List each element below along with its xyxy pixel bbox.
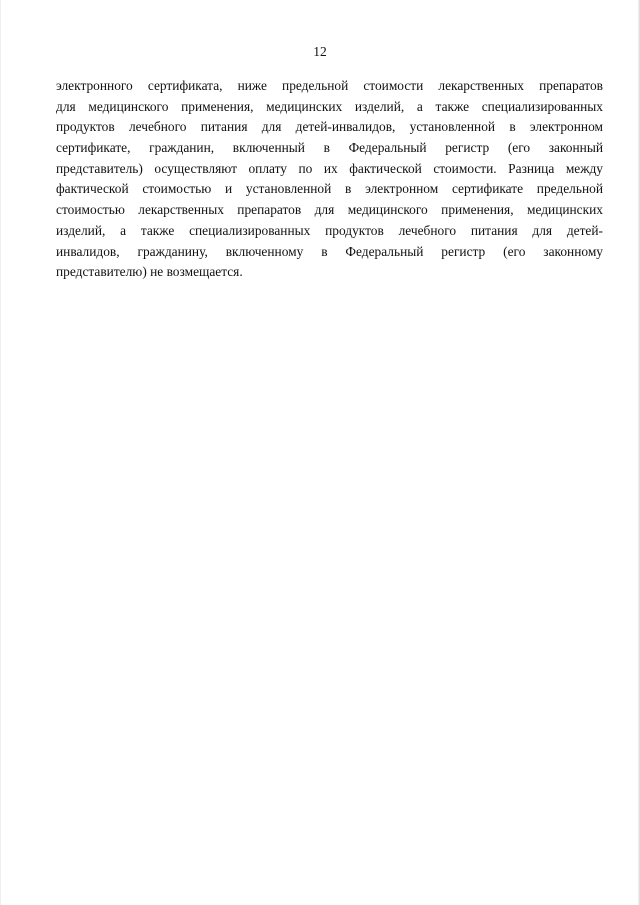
- paragraph-line: электронного сертификата, ниже предельной стоимости лекарственных препаратов: [56, 78, 603, 93]
- paragraph-line: фактической стоимостью и установленной в электронном сертификате предельной: [56, 181, 603, 197]
- paragraph-line: инвалидов, гражданину, включенному в Федеральный регистр (его законному: [56, 243, 603, 259]
- page-number: 12: [313, 44, 327, 59]
- scan-edge-left: [0, 0, 1, 905]
- paragraph-line: представитель) осуществляют оплату по их фактической стоимости. Разница между: [56, 160, 603, 176]
- paragraph-line: изделий, а также специализированных продуктов лечебного питания для детей-: [56, 222, 603, 238]
- paragraph-line: продуктов лечебного питания для детей-инвалидов, установленной в электронном: [56, 119, 603, 135]
- paragraph-line: для медицинского применения, медицинских изделий, а также специализированных: [56, 98, 603, 114]
- paragraph-line-last: представителю) не возмещается.: [56, 264, 243, 280]
- body-paragraph: [56, 76, 603, 283]
- paragraph-line: сертификате, гражданин, включенный в Федеральный регистр (его законный: [56, 140, 603, 156]
- paragraph-line: стоимостью лекарственных препаратов для медицинского применения, медицинских: [56, 202, 603, 218]
